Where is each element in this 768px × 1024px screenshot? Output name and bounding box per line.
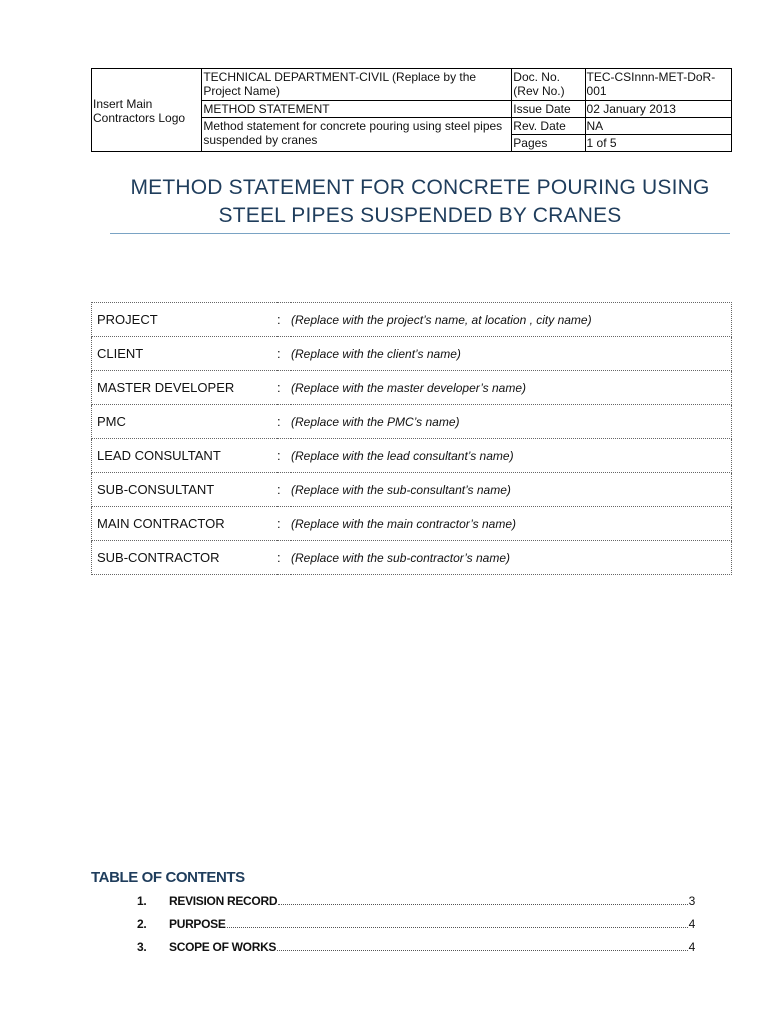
- info-label: LEAD CONSULTANT: [92, 439, 278, 473]
- info-value: (Replace with the PMC’s name): [291, 405, 732, 439]
- info-value: (Replace with the master developer’s name): [291, 371, 732, 405]
- info-value: (Replace with the lead consultant’s name): [291, 439, 732, 473]
- info-row-master-developer: [92, 371, 732, 405]
- info-row-pmc: [92, 405, 732, 439]
- info-value: (Replace with the client’s name): [291, 337, 732, 371]
- info-value: (Replace with the sub-contractor’s name): [291, 541, 732, 575]
- info-separator: :: [277, 371, 291, 405]
- toc-item-page: 4: [688, 940, 695, 954]
- contractor-logo-placeholder: Insert Main Contractors Logo: [92, 69, 202, 152]
- toc-heading: TABLE OF CONTENTS: [91, 869, 245, 886]
- info-row-sub-consultant: [92, 473, 732, 507]
- info-separator: :: [277, 303, 291, 337]
- toc-item-number: 3.: [137, 940, 147, 954]
- info-separator: :: [277, 541, 291, 575]
- info-row-sub-contractor: [92, 541, 732, 575]
- info-label: CLIENT: [92, 337, 278, 371]
- info-value: (Replace with the main contractor’s name): [291, 507, 732, 541]
- document-title-line-2: STEEL PIPES SUSPENDED BY CRANES: [218, 204, 622, 227]
- info-row-client: [92, 337, 732, 371]
- info-separator: :: [277, 473, 291, 507]
- info-label: PMC: [92, 405, 278, 439]
- info-label: SUB-CONSULTANT: [92, 473, 278, 507]
- pages-label: Pages: [512, 135, 585, 152]
- toc-item-text: REVISION RECORD: [169, 894, 278, 908]
- toc-item-text: PURPOSE: [169, 917, 226, 931]
- toc-list: [137, 894, 695, 963]
- doc-no-value: TEC-CSInnn-MET-DoR-001: [585, 69, 731, 101]
- info-row-main-contractor: [92, 507, 732, 541]
- info-label: PROJECT: [92, 303, 278, 337]
- toc-leader-dots: [277, 950, 687, 951]
- toc-item-scope-of-works[interactable]: [137, 940, 695, 963]
- info-label: SUB-CONTRACTOR: [92, 541, 278, 575]
- rev-date-label: Rev. Date: [512, 118, 585, 135]
- toc-item-purpose[interactable]: [137, 917, 695, 940]
- document-header-table: [91, 68, 732, 152]
- info-value: (Replace with the project’s name, at location , city name): [291, 303, 732, 337]
- info-label: MAIN CONTRACTOR: [92, 507, 278, 541]
- project-info-table: [91, 302, 732, 575]
- info-label: MASTER DEVELOPER: [92, 371, 278, 405]
- info-row-lead-consultant: [92, 439, 732, 473]
- toc-item-number: 2.: [137, 917, 147, 931]
- document-title-line-1: METHOD STATEMENT FOR CONCRETE POURING USING: [130, 176, 710, 199]
- document-title: [110, 174, 730, 230]
- department-title: TECHNICAL DEPARTMENT-CIVIL (Replace by the Project Name): [202, 69, 512, 101]
- info-separator: :: [277, 337, 291, 371]
- document-type: METHOD STATEMENT: [202, 101, 512, 118]
- info-separator: :: [277, 507, 291, 541]
- toc-item-text: SCOPE OF WORKS: [169, 940, 277, 954]
- toc-item-revision-record[interactable]: [137, 894, 695, 917]
- info-separator: :: [277, 439, 291, 473]
- issue-date-label: Issue Date: [512, 101, 585, 118]
- info-value: (Replace with the sub-consultant’s name): [291, 473, 732, 507]
- toc-item-page: 3: [688, 894, 695, 908]
- info-separator: :: [277, 405, 291, 439]
- document-subject: Method statement for concrete pouring using steel pipes suspended by cranes: [202, 118, 512, 152]
- info-row-project: [92, 303, 732, 337]
- title-divider: [110, 233, 730, 234]
- toc-item-page: 4: [688, 917, 695, 931]
- toc-item-number: 1.: [137, 894, 147, 908]
- toc-leader-dots: [227, 927, 688, 928]
- toc-leader-dots: [278, 904, 687, 905]
- issue-date-value: 02 January 2013: [585, 101, 731, 118]
- rev-date-value: NA: [585, 118, 731, 135]
- doc-no-label: Doc. No. (Rev No.): [512, 69, 585, 101]
- pages-value: 1 of 5: [585, 135, 731, 152]
